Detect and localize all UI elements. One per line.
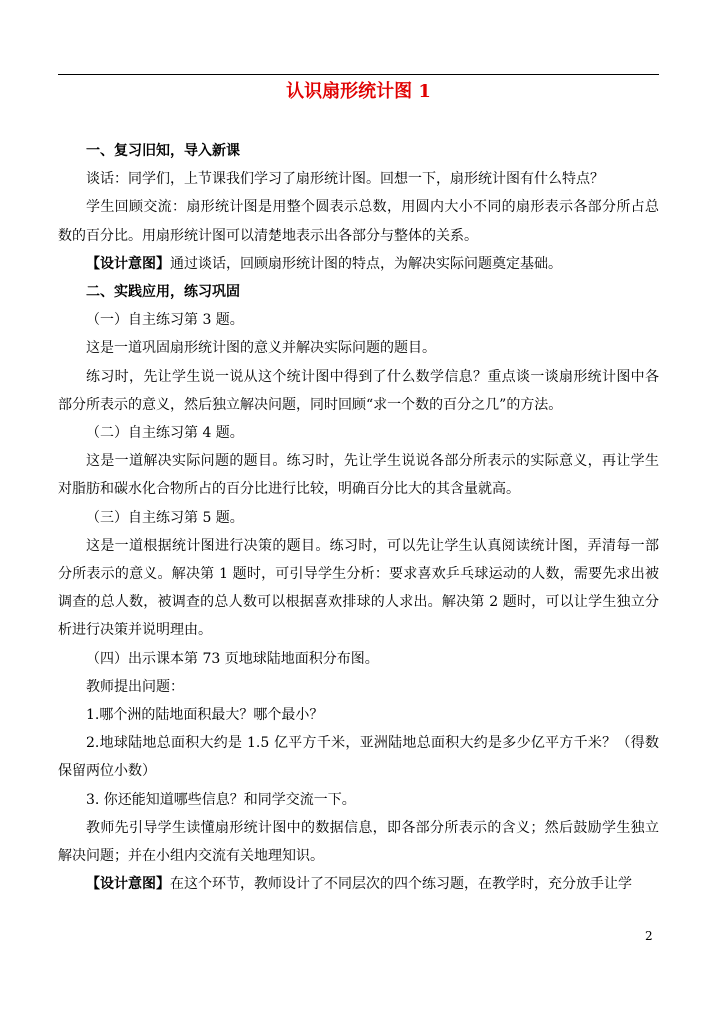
- exercise-heading-1: （一）自主练习第 3 题。: [86, 312, 244, 329]
- paragraph-student-review: 学生回顾交流：扇形统计图是用整个圆表示总数，用圆内大小不同的扇形表示各部分所占总数的百分比。用扇形统计图可以清楚地表示出各部分与整体的关系。: [58, 199, 659, 244]
- section-heading-practice: 二、实践应用，练习巩固: [86, 284, 240, 301]
- page-title: 认识扇形统计图 1: [286, 81, 431, 102]
- question-3: 3. 你还能知道哪些信息？和同学交流一下。: [86, 791, 356, 808]
- exercise-heading-4: （四）出示课本第 73 页地球陆地面积分布图。: [86, 650, 379, 667]
- question-1: 1.哪个洲的陆地面积最大？哪个最小？: [86, 707, 324, 724]
- paragraph-design-intent-1: [58, 250, 659, 278]
- header-rule: [58, 74, 659, 75]
- design-intent-text: 在这个环节，教师设计了不同层次的四个练习题，在教学时，充分放手让学: [170, 876, 632, 893]
- section-heading-review: 一、复习旧知，导入新课: [86, 143, 240, 159]
- paragraph-exercise-1-intro: 这是一道巩固扇形统计图的意义并解决实际问题的题目。: [86, 340, 436, 357]
- design-intent-label: 【设计意图】: [86, 255, 170, 272]
- page-number: 2: [645, 929, 653, 943]
- paragraph-teacher-guidance: 教师先引导学生读懂扇形统计图中的数据信息，即各部分所表示的含义；然后鼓励学生独立解决问题；并在小组内交流有关地理知识。: [58, 819, 659, 865]
- paragraph-exercise-2-detail: 这是一道解决实际问题的题目。练习时，先让学生说说各部分所表示的实际意义，再让学生对脂肪和碳水化合物所占的百分比进行比较，明确百分比大的其含量就高。: [58, 453, 659, 498]
- paragraph-design-intent-2: [58, 870, 659, 898]
- question-2: 2.地球陆地总面积大约是 1.5 亿平方千米，亚洲陆地总面积大约是多少亿平方千米？（得数保留两位小数）: [58, 735, 659, 780]
- document-body: [58, 137, 659, 898]
- paragraph-exercise-3-detail: 这是一道根据统计图进行决策的题目。练习时，可以先让学生认真阅读统计图，弄清每一部分所表示的意义。解决第 1 题时，可引导学生分析：要求喜欢乒乓球运动的人数，需要先求出被调查的总人数，被调查的总人数可以根据喜欢排球的人求出。解决第 2 题时，可以让学生独立分析进行决策并说明理由。: [58, 537, 659, 639]
- design-intent-text: 通过谈话，回顾扇形统计图的特点，为解决实际问题奠定基础。: [170, 255, 562, 272]
- exercise-heading-3: （三）自主练习第 5 题。: [86, 509, 244, 526]
- design-intent-label: 【设计意图】: [86, 876, 170, 893]
- paragraph-teacher-question: 教师提出问题：: [86, 678, 184, 695]
- paragraph-dialogue: 谈话：同学们，上节课我们学习了扇形统计图。回想一下，扇形统计图有什么特点？: [86, 171, 604, 188]
- exercise-heading-2: （二）自主练习第 4 题。: [86, 425, 244, 442]
- paragraph-exercise-1-detail: 练习时，先让学生说一说从这个统计图中得到了什么数学信息？重点谈一谈扇形统计图中各部分所表示的意义，然后独立解决问题，同时回顾“求一个数的百分之几”的方法。: [58, 368, 659, 413]
